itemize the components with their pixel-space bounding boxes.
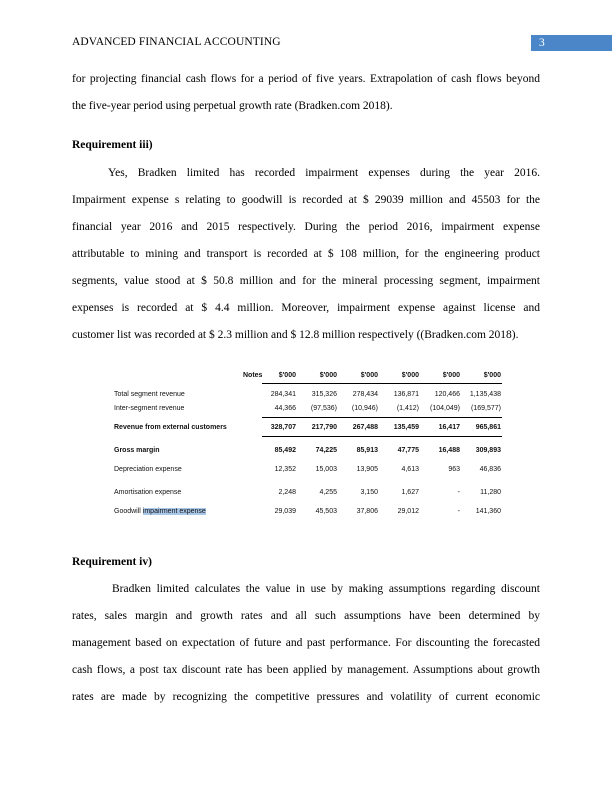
table-cell: 1,135,438: [469, 391, 501, 398]
table-cell: 315,326: [311, 391, 337, 398]
table-row: [114, 508, 502, 518]
table-cell: (104,049): [430, 405, 460, 412]
column-header: $'000: [442, 372, 460, 379]
section-heading-req4: Requirement iv): [72, 556, 152, 568]
table-cell: (97,536): [310, 405, 337, 412]
table-cell: 44,366: [274, 405, 296, 412]
intro-paragraph: [72, 66, 540, 120]
text-line: attributable to mining and transport is recorded at $ 108 million, for the engineering product: [72, 248, 540, 260]
table-cell: 15,003: [315, 466, 337, 473]
table-cell: 29,039: [274, 508, 296, 515]
table-cell: 47,775: [397, 447, 419, 454]
text-line: Yes, Bradken limited has recorded impairment expenses during the year 2016.: [108, 167, 540, 179]
page-number-text: 3: [539, 37, 545, 49]
table-cell: 37,806: [356, 508, 378, 515]
table-cell: 963: [448, 466, 460, 473]
table-cell: 11,280: [480, 489, 501, 496]
table-cell: 45,503: [315, 508, 337, 515]
column-header: $'000: [483, 372, 501, 379]
table-cell: -: [457, 508, 460, 515]
table-cell: 217,790: [311, 424, 337, 431]
table-cell: 278,434: [352, 391, 378, 398]
table-cell: 46,836: [479, 466, 501, 473]
table-cell: 85,913: [356, 447, 378, 454]
column-header: $'000: [278, 372, 296, 379]
table-cell: (169,577): [471, 405, 501, 412]
table-cell: 85,492: [274, 447, 296, 454]
row-label: Inter-segment revenue: [114, 405, 185, 412]
text-line: Impairment expense s relating to goodwill is recorded at $ 29039 million and 45503 for the: [72, 194, 540, 206]
table-row: [114, 405, 502, 415]
text-line: for projecting financial cash flows for a period of five years. Extrapolation of cash flows beyond: [72, 73, 540, 85]
table-cell: 965,861: [475, 424, 501, 431]
table-cell: 267,488: [352, 424, 378, 431]
page-number: [531, 35, 612, 51]
text-line: management based on expectation of future and past performance. For discounting the forecasted: [72, 637, 540, 649]
table-cell: 12,352: [274, 466, 296, 473]
table-cell: 29,012: [397, 508, 419, 515]
text-line: customer list was recorded at $ 2.3 million and $ 12.8 million respectively ((Bradken.com 2018).: [72, 329, 519, 341]
row-label: Amortisation expense: [114, 489, 182, 496]
table-row: [114, 391, 502, 401]
table-cell: 135,459: [393, 424, 419, 431]
table-cell: 16,417: [438, 424, 460, 431]
header-rule: [262, 383, 502, 384]
text-line: Bradken limited calculates the value in use by making assumptions regarding discount: [112, 583, 540, 595]
table-cell: 16,488: [438, 447, 460, 454]
table-cell: (10,946): [351, 405, 378, 412]
subtotal-rule: [262, 417, 502, 418]
running-head: ADVANCED FINANCIAL ACCOUNTING: [72, 36, 281, 48]
table-header-row: [114, 372, 502, 382]
table-cell: 136,871: [393, 391, 419, 398]
table-cell: 1,627: [401, 489, 419, 496]
text-line: the five-year period using perpetual growth rate (Bradken.com 2018).: [72, 100, 393, 112]
table-cell: 141,360: [475, 508, 501, 515]
text-line: expenses is recorded at $ 4.4 million. Moreover, impairment expense against license and: [72, 302, 540, 314]
row-label: Revenue from external customers: [114, 424, 227, 431]
text-line: financial year 2016 and 2015 respectively. During the period 2016, impairment expense: [72, 221, 540, 233]
table-cell: (1,412): [396, 405, 419, 412]
column-header: $'000: [319, 372, 337, 379]
table-cell: 4,255: [319, 489, 337, 496]
row-label: Gross margin: [114, 447, 160, 454]
highlighted-text: impairment expense: [142, 508, 206, 515]
table-cell: 74,225: [315, 447, 337, 454]
column-header: $'000: [401, 372, 419, 379]
table-row: [114, 447, 502, 457]
row-label: Depreciation expense: [114, 466, 182, 473]
row-label-prefix: Goodwill: [114, 508, 143, 515]
table-cell: 309,893: [475, 447, 501, 454]
table-cell: 120,466: [434, 391, 460, 398]
text-line: rates, sales margin and growth rates and all such assumptions have been determined by: [72, 610, 540, 622]
table-cell: 328,707: [270, 424, 296, 431]
total-rule: [262, 436, 502, 437]
req3-paragraph: [72, 160, 540, 349]
table-cell: -: [457, 489, 460, 496]
text-line: cash flows, a post tax discount rate has been applied by management. Assumptions about growth: [72, 664, 540, 676]
segment-financial-table: [114, 368, 502, 523]
table-row: [114, 489, 502, 499]
table-row: [114, 466, 502, 476]
section-heading-req3: Requirement iii): [72, 139, 153, 151]
text-line: segments, value stood at $ 50.8 million and for the mineral processing segment, impairment: [72, 275, 540, 287]
row-label: Total segment revenue: [114, 391, 185, 398]
notes-header: Notes: [243, 372, 263, 379]
table-cell: 2,248: [278, 489, 296, 496]
table-cell: 284,341: [270, 391, 296, 398]
column-header: $'000: [360, 372, 378, 379]
row-label: [114, 508, 206, 515]
table-cell: 3,150: [360, 489, 378, 496]
table-cell: 13,905: [356, 466, 378, 473]
table-cell: 4,613: [401, 466, 419, 473]
table-row: [114, 424, 502, 434]
req4-paragraph: [72, 576, 540, 711]
page-header: [72, 35, 612, 52]
text-line: rates are made by recognizing the competitive pressures and volatility of current economic: [72, 691, 540, 703]
